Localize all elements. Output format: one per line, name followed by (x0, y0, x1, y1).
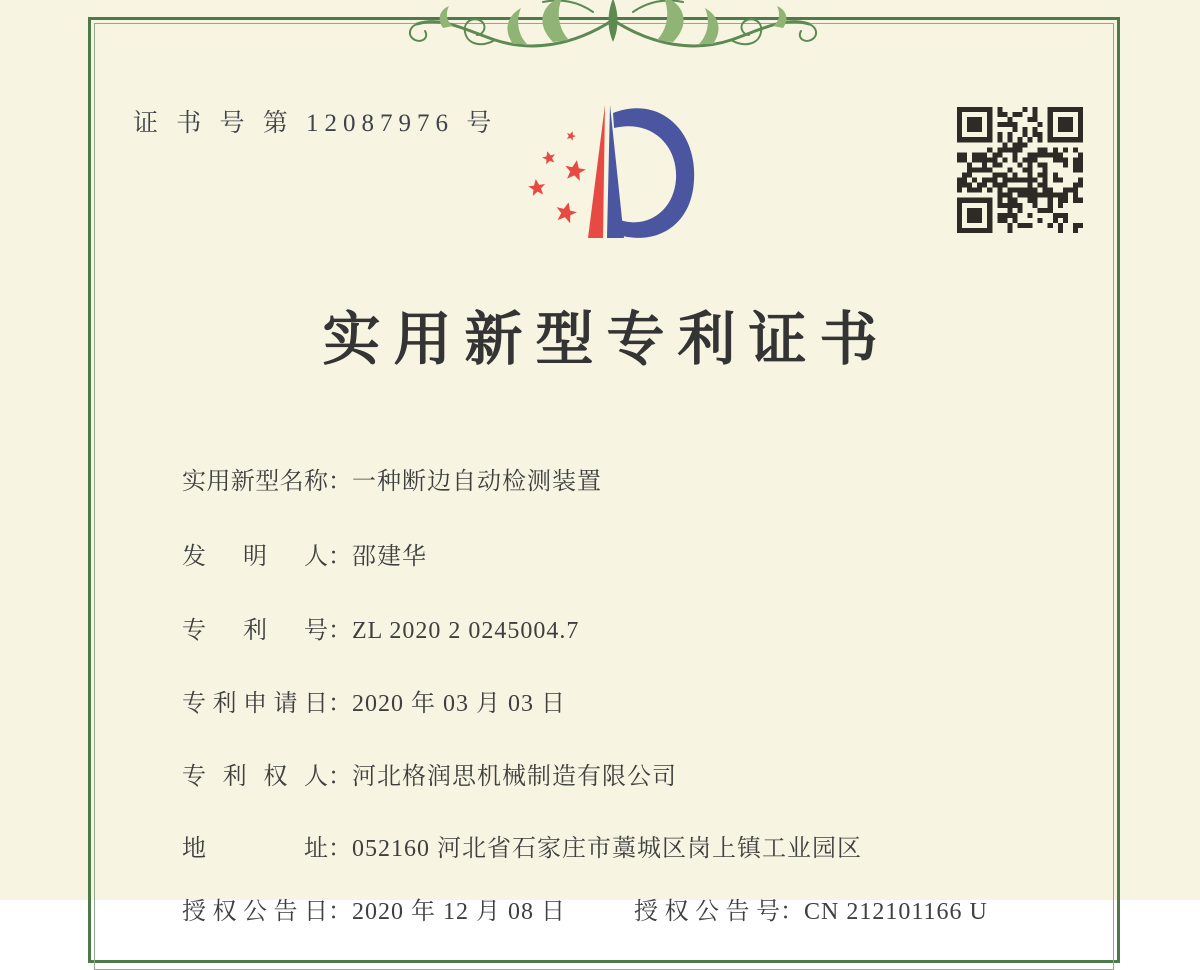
field-label: 发明人 (182, 544, 328, 570)
field-colon: ： (328, 544, 352, 570)
certificate-number: 证 书 号 第 12087976 号 (133, 110, 498, 137)
field-colon: ： (328, 836, 352, 862)
field-colon: ： (328, 899, 352, 925)
qr-code (957, 107, 1083, 233)
field-value: 2020 年 03 月 03 日 (352, 691, 566, 717)
logo-p-bowl (613, 108, 694, 238)
field-colon: ： (780, 899, 804, 925)
floral-ornament (403, 0, 823, 58)
field-label: 专利号 (182, 618, 328, 644)
cnipa-patent-logo (525, 83, 700, 248)
field-row-grant-date (158, 864, 566, 960)
field-colon: ： (328, 469, 352, 495)
field-label: 专利权人 (182, 764, 328, 790)
field-value: 一种断边自动检测装置 (352, 469, 602, 495)
star-icon (527, 130, 587, 224)
field-label: 授权公告日 (182, 899, 328, 925)
field-colon: ： (328, 764, 352, 790)
field-value: 052160 河北省石家庄市藁城区岗上镇工业园区 (352, 836, 862, 862)
field-label: 地址 (182, 836, 328, 862)
field-value: 邵建华 (352, 544, 427, 570)
field-value: 2020 年 12 月 08 日 (352, 899, 566, 925)
field-label: 授权公告号 (634, 899, 780, 925)
logo-red-wedge (588, 105, 605, 238)
field-value: 河北格润思机械制造有限公司 (352, 764, 677, 790)
field-label: 专利申请日 (182, 691, 328, 717)
certificate-title: 实用新型专利证书 (322, 307, 891, 372)
field-label: 实用新型名称 (182, 469, 328, 495)
field-colon: ： (328, 691, 352, 717)
field-row-grant-number (610, 864, 988, 960)
field-value: CN 212101166 U (804, 899, 988, 925)
field-value: ZL 2020 2 0245004.7 (352, 618, 580, 644)
field-colon: ： (328, 618, 352, 644)
